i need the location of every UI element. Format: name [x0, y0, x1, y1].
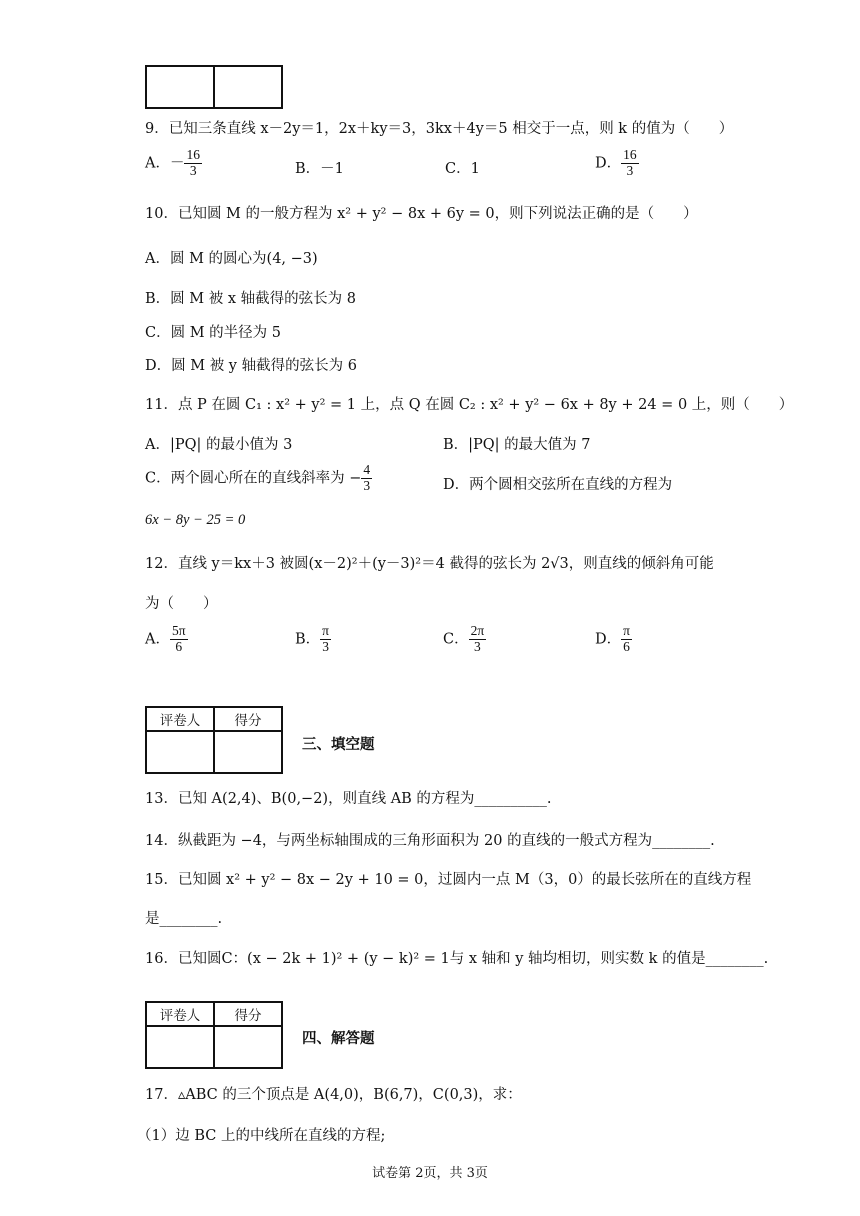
score-label: 得分 [214, 1002, 282, 1026]
numerator: π [623, 623, 630, 638]
denominator: 3 [322, 638, 329, 654]
grader-cell [146, 731, 214, 773]
score-cell [214, 1026, 282, 1068]
q11-option-c [145, 463, 372, 494]
question-14: 14．纵截距为 −4，与两坐标轴围成的三角形面积为 20 的直线的一般式方程为________. [145, 833, 715, 849]
question-9-stem: 9．已知三条直线 x－2y＝1，2x＋ky＝3，3kx＋4y＝5 相交于一点，则 k 的值为（ ） [145, 121, 734, 137]
numerator: 4 [363, 462, 371, 477]
numerator: 16 [623, 147, 637, 162]
denominator: 3 [363, 477, 371, 493]
q9-option-a [145, 148, 202, 179]
q9-option-d [595, 148, 639, 179]
option-text: C．两个圆心所在的直线斜率为 − [145, 470, 362, 487]
q10-option-a: A．圆 M 的圆心为(4, −3) [145, 251, 318, 267]
denominator: 3 [189, 162, 197, 178]
q11-option-a: A．|PQ| 的最小值为 3 [145, 437, 293, 453]
q12-option-c [443, 624, 486, 655]
option-label: A． [145, 155, 170, 172]
denominator: 6 [623, 638, 630, 654]
numerator: π [322, 623, 329, 638]
fraction [170, 624, 188, 655]
q10-option-c: C．圆 M 的半径为 5 [145, 325, 281, 341]
question-17-part-1: （1）边 BC 上的中线所在直线的方程; [137, 1128, 386, 1144]
fraction [621, 148, 639, 179]
q10-option-b: B．圆 M 被 x 轴截得的弦长为 8 [145, 291, 356, 307]
option-label: D． [595, 631, 622, 648]
grader-label: 评卷人 [146, 1002, 214, 1026]
score-cell [214, 731, 282, 773]
fraction [320, 624, 331, 655]
numerator: 2π [470, 623, 485, 638]
section-3-score-box [145, 706, 283, 774]
q10-option-d: D．圆 M 被 y 轴截得的弦长为 6 [145, 358, 357, 374]
denominator: 3 [626, 162, 634, 178]
q11-option-d-continued: 6x − 8y − 25 = 0 [145, 512, 246, 528]
question-13: 13．已知 A(2,4)、B(0,−2)，则直线 AB 的方程为__________. [145, 791, 552, 807]
grader-label: 评卷人 [146, 707, 214, 731]
question-15: 15．已知圆 x² + y² − 8x − 2y + 10 = 0，过圆内一点 M（3，0）的最长弦所在的直线方程 [145, 872, 752, 888]
fraction [361, 463, 372, 494]
section-4-score-box [145, 1001, 283, 1069]
section-3-title: 三、填空题 [302, 737, 375, 753]
question-10-stem: 10．已知圆 M 的一般方程为 x² + y² − 8x + 6y = 0，则下列说法正确的是（ ） [145, 206, 698, 222]
denominator: 6 [175, 638, 183, 654]
top-score-box [145, 65, 283, 109]
page-footer: 试卷第 2页，共 3页 [372, 1166, 488, 1181]
question-15-continued: 是________. [145, 911, 223, 927]
question-12-stem-continued: 为（ ） [145, 596, 218, 612]
q9-option-c: C．1 [445, 161, 480, 177]
question-12-stem: 12．直线 y＝kx＋3 被圆(x－2)²＋(y－3)²＝4 截得的弦长为 2√3，则直线的倾斜角可能 [145, 556, 714, 572]
score-label: 得分 [214, 707, 282, 731]
fraction [184, 148, 202, 179]
q12-option-d [595, 624, 632, 655]
denominator: 3 [474, 638, 481, 654]
fraction [621, 624, 632, 655]
option-label: B． [295, 631, 321, 648]
numerator: 5π [171, 623, 186, 638]
minus-sign: － [169, 155, 185, 172]
option-label: D． [595, 155, 622, 172]
option-label: A． [145, 631, 170, 648]
q12-option-b [295, 624, 331, 655]
section-4-title: 四、解答题 [302, 1031, 375, 1047]
option-label: C． [443, 631, 469, 648]
q12-option-a [145, 624, 188, 655]
grader-cell [146, 1026, 214, 1068]
q11-option-b: B．|PQ| 的最大值为 7 [443, 437, 591, 453]
numerator: 16 [186, 147, 200, 162]
score-cell [214, 66, 282, 108]
question-16: 16．已知圆C：(x − 2k + 1)² + (y − k)² = 1与 x 轴和 y 轴均相切，则实数 k 的值是________. [145, 951, 769, 967]
q11-option-d: D．两个圆相交弦所在直线的方程为 [443, 477, 673, 493]
question-17: 17．▵ABC 的三个顶点是 A(4,0)，B(6,7)，C(0,3)，求： [145, 1087, 522, 1103]
question-11-stem: 11．点 P 在圆 C₁ : x² + y² = 1 上，点 Q 在圆 C₂ : x² + y² − 6x + 8y + 24 = 0 上，则（ ） [145, 397, 794, 413]
q9-option-b: B．－1 [295, 161, 344, 177]
grader-cell [146, 66, 214, 108]
fraction [469, 624, 487, 655]
